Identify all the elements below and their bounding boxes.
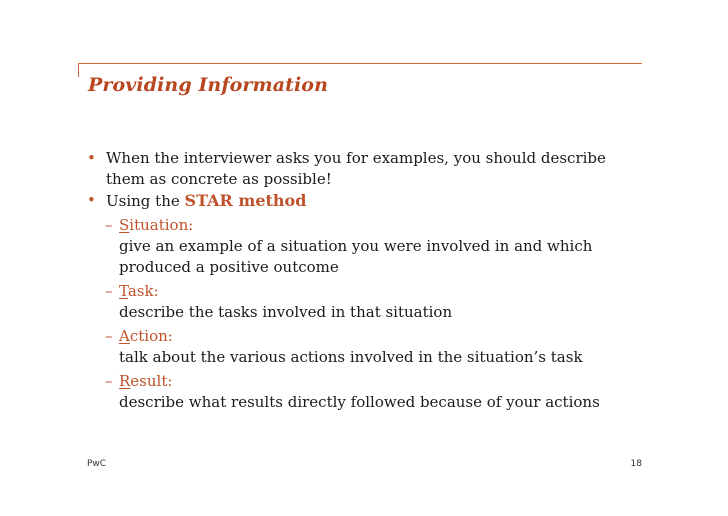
star-item-result xyxy=(87,371,647,413)
star-method-emphasis: STAR method xyxy=(184,191,307,210)
star-item-action xyxy=(87,326,647,368)
bullet-icon: • xyxy=(87,149,96,167)
dash-icon: – xyxy=(105,282,113,300)
bullet-icon: • xyxy=(87,191,96,209)
star-heading-rest: ituation: xyxy=(129,216,194,234)
header-rule xyxy=(78,63,642,64)
bullet-item xyxy=(87,148,647,190)
slide-content xyxy=(87,148,647,413)
star-initial: A xyxy=(119,327,130,345)
dash-icon: – xyxy=(105,327,113,345)
header-rule-tick xyxy=(78,63,79,77)
star-heading-rest: ction: xyxy=(129,327,173,345)
star-initial: T xyxy=(119,282,128,300)
star-description: give an example of a situation you were involved in and which produced a positive outcome xyxy=(119,237,593,276)
footer-company: PwC xyxy=(87,459,107,469)
dash-icon: – xyxy=(105,372,113,390)
star-description: talk about the various actions involved in the situation’s task xyxy=(119,348,583,366)
star-item-task xyxy=(87,281,647,323)
star-heading-rest: esult: xyxy=(130,372,173,390)
star-description: describe the tasks involved in that situation xyxy=(119,303,453,321)
bullet-text: When the interviewer asks you for examples, you should describe them as concrete as possible! xyxy=(106,149,606,188)
slide-title: Providing Information xyxy=(88,74,328,96)
bullet-item xyxy=(87,190,647,212)
star-initial: R xyxy=(119,372,131,390)
star-heading xyxy=(119,326,647,347)
star-heading xyxy=(119,371,647,392)
star-initial: S xyxy=(119,216,130,234)
star-item-situation xyxy=(87,215,647,278)
star-heading xyxy=(119,281,647,302)
bullet-prefix: Using the xyxy=(106,192,185,210)
star-description: describe what results directly followed because of your actions xyxy=(119,393,600,411)
dash-icon: – xyxy=(105,216,113,234)
star-heading-rest: ask: xyxy=(127,282,159,300)
star-heading xyxy=(119,215,647,236)
page-number: 18 xyxy=(630,459,642,469)
